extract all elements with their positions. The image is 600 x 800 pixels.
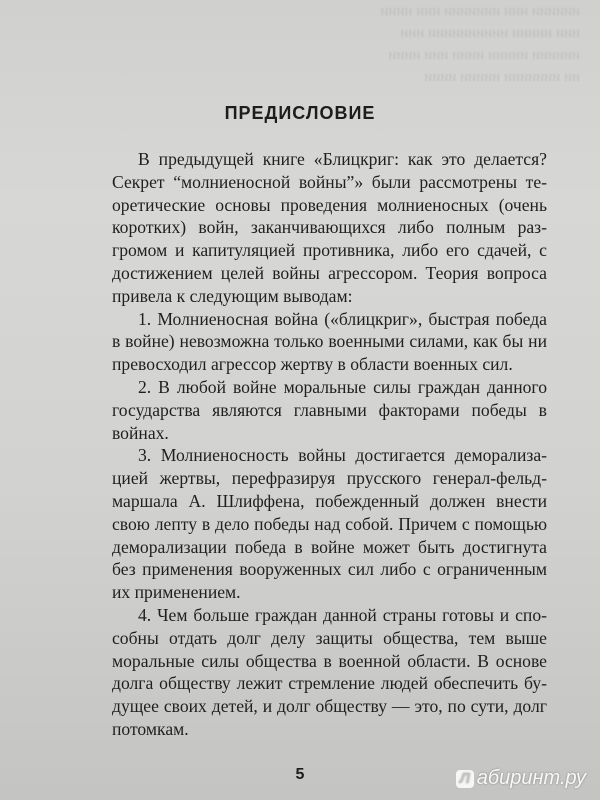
paragraph-point-2: 2. В любой войне моральные силы граждан данного государства являются главными факторами победы в войнах. — [112, 376, 547, 443]
page-number: 5 — [295, 766, 305, 783]
bleed-through-texture: ииииии иии иииииии иии ииии иии иииии ииииииииии иии ииииии иииии ииии иии ииии ии иииииии иииии ииии — [380, 3, 580, 85]
paragraph-point-4: 4. Чем больше граждан данной страны готовы и способны отдать долг делу защиты общества, тем выше моральные силы общества в военной области. В основе долга обществу лежит стремление людей обеспечить будущее своих детей, и долг обществу — это, по сути, долг потомкам. — [112, 604, 547, 739]
labirint-watermark — [456, 767, 586, 790]
labirint-logo-icon: Л — [456, 770, 474, 788]
body-text — [112, 148, 547, 741]
paragraph-point-3: 3. Молниеносность войны достигается деморализацией жертвы, перефразируя прусского генерал-фельдмаршала А. Шлиффена, побежденный должен внести свою лепту в дело победы над собой. Причем с помощью деморализации победа в войне может быть достигнута без применения вооруженных сил либо с ограниченным их применением. — [112, 445, 547, 603]
page-title: ПРЕДИСЛОВИЕ — [224, 103, 376, 123]
paragraph-intro: В предыдущей книге «Блицкриг: как это делается? Секрет “молниеносной войны”» были рассмотрены теоретические основы проведения молниеносных (очень коротких) войн, заканчивающихся либо полным разгромом и капитуляцией противника, либо его сдачей, с достижением целей войны агрессором. Теория вопроса привела к следующим выводам: — [112, 149, 547, 306]
paragraph-point-1: 1. Молниеносная война («блицкриг», быстрая победа в войне) невозможна только военными силами, как бы ни превосходил агрессор жертву в области военных сил. — [112, 308, 547, 375]
watermark-text: абиринт.ру — [476, 767, 586, 789]
